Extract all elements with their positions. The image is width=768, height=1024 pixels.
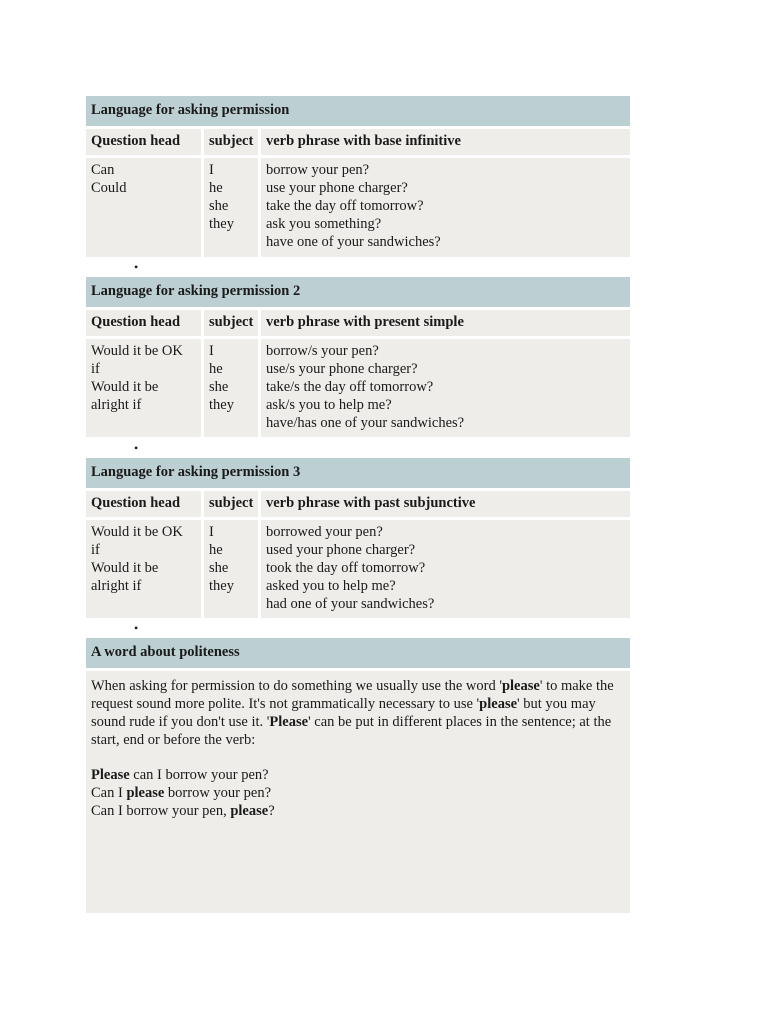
header-question-head: Question head bbox=[86, 310, 201, 336]
subject: he bbox=[209, 542, 223, 558]
question-head: Would it be OK bbox=[91, 524, 183, 540]
list-bullet: • bbox=[134, 260, 139, 274]
table-header-row bbox=[86, 491, 630, 517]
keyword-please: please bbox=[126, 785, 165, 801]
verb-phrase: took the day off tomorrow? bbox=[266, 560, 426, 576]
verb-phrase: have/has one of your sandwiches? bbox=[266, 415, 465, 431]
example-line bbox=[91, 784, 626, 802]
verb-phrase: borrow/s your pen? bbox=[266, 343, 379, 359]
subject: they bbox=[209, 578, 234, 594]
question-head-cell bbox=[86, 520, 201, 618]
section-title: Language for asking permission 3 bbox=[86, 458, 630, 488]
permission-table-2 bbox=[86, 277, 630, 437]
verb-phrase: borrowed your pen? bbox=[266, 524, 383, 540]
keyword-please: please bbox=[479, 696, 518, 712]
politeness-paragraph bbox=[91, 677, 626, 749]
subject: she bbox=[209, 560, 229, 576]
section-title: A word about politeness bbox=[86, 638, 630, 668]
table-body-row bbox=[86, 339, 630, 437]
question-head: Could bbox=[91, 180, 127, 196]
question-head-cell bbox=[86, 339, 201, 437]
text-run: ' but you may sound rude if you don't use it. ' bbox=[91, 696, 596, 730]
question-head: Would it be bbox=[91, 379, 159, 395]
keyword-please: Please bbox=[91, 767, 130, 783]
verb-phrase: asked you to help me? bbox=[266, 578, 396, 594]
question-head-cell bbox=[86, 158, 201, 257]
example-line bbox=[91, 802, 626, 820]
verb-phrase-cell bbox=[261, 520, 630, 618]
verb-phrase: take/s the day off tomorrow? bbox=[266, 379, 434, 395]
keyword-please: please bbox=[230, 803, 269, 819]
keyword-please: please bbox=[501, 678, 540, 694]
question-head: alright if bbox=[91, 578, 142, 594]
question-head: alright if bbox=[91, 397, 142, 413]
permission-table-3 bbox=[86, 458, 630, 618]
verb-phrase-cell bbox=[261, 158, 630, 257]
question-head: Would it be bbox=[91, 560, 159, 576]
subject-cell bbox=[204, 339, 258, 437]
verb-phrase: use/s your phone charger? bbox=[266, 361, 418, 377]
text-run: ' to make the request sound more polite. It's not grammatically necessary to use ' bbox=[91, 678, 614, 712]
verb-phrase: ask/s you to help me? bbox=[266, 397, 392, 413]
subject: I bbox=[209, 162, 214, 178]
keyword-please: Please bbox=[269, 714, 309, 730]
subject: I bbox=[209, 524, 214, 540]
question-head: if bbox=[91, 361, 100, 377]
text-run: ' can be put in different places in the sentence; at the start, end or before the verb: bbox=[91, 714, 612, 748]
header-subject: subject bbox=[204, 129, 258, 155]
text-run: can I borrow your pen? bbox=[129, 767, 269, 783]
politeness-body bbox=[86, 671, 630, 913]
header-verb-phrase: verb phrase with base infinitive bbox=[261, 129, 630, 155]
subject-cell bbox=[204, 158, 258, 257]
subject: they bbox=[209, 216, 234, 232]
header-question-head: Question head bbox=[86, 129, 201, 155]
example-line bbox=[91, 766, 626, 784]
text-run: Can I bbox=[91, 785, 127, 801]
table-header-row bbox=[86, 310, 630, 336]
text-run: ? bbox=[268, 803, 275, 819]
verb-phrase-cell bbox=[261, 339, 630, 437]
verb-phrase: had one of your sandwiches? bbox=[266, 596, 435, 612]
text-run: Can I borrow your pen, bbox=[91, 803, 231, 819]
table-header-row bbox=[86, 129, 630, 155]
header-question-head: Question head bbox=[86, 491, 201, 517]
politeness-section bbox=[86, 638, 630, 913]
table-body-row bbox=[86, 520, 630, 618]
subject: she bbox=[209, 379, 229, 395]
list-bullet: • bbox=[134, 621, 139, 635]
subject: he bbox=[209, 361, 223, 377]
verb-phrase: used your phone charger? bbox=[266, 542, 416, 558]
examples bbox=[91, 766, 626, 820]
header-subject: subject bbox=[204, 310, 258, 336]
list-bullet: • bbox=[134, 441, 139, 455]
verb-phrase: use your phone charger? bbox=[266, 180, 408, 196]
header-verb-phrase: verb phrase with past subjunctive bbox=[261, 491, 630, 517]
header-verb-phrase: verb phrase with present simple bbox=[261, 310, 630, 336]
verb-phrase: take the day off tomorrow? bbox=[266, 198, 424, 214]
text-run: When asking for permission to do something we usually use the word ' bbox=[91, 678, 502, 694]
subject: I bbox=[209, 343, 214, 359]
section-title: Language for asking permission bbox=[86, 96, 630, 126]
verb-phrase: borrow your pen? bbox=[266, 162, 370, 178]
verb-phrase: have one of your sandwiches? bbox=[266, 234, 441, 250]
verb-phrase: ask you something? bbox=[266, 216, 382, 232]
permission-table-1 bbox=[86, 96, 630, 257]
subject: she bbox=[209, 198, 229, 214]
question-head: Would it be OK bbox=[91, 343, 183, 359]
subject-cell bbox=[204, 520, 258, 618]
subject: they bbox=[209, 397, 234, 413]
question-head: if bbox=[91, 542, 100, 558]
subject: he bbox=[209, 180, 223, 196]
text-run: borrow your pen? bbox=[164, 785, 272, 801]
section-title: Language for asking permission 2 bbox=[86, 277, 630, 307]
question-head: Can bbox=[91, 162, 115, 178]
header-subject: subject bbox=[204, 491, 258, 517]
table-body-row bbox=[86, 158, 630, 257]
